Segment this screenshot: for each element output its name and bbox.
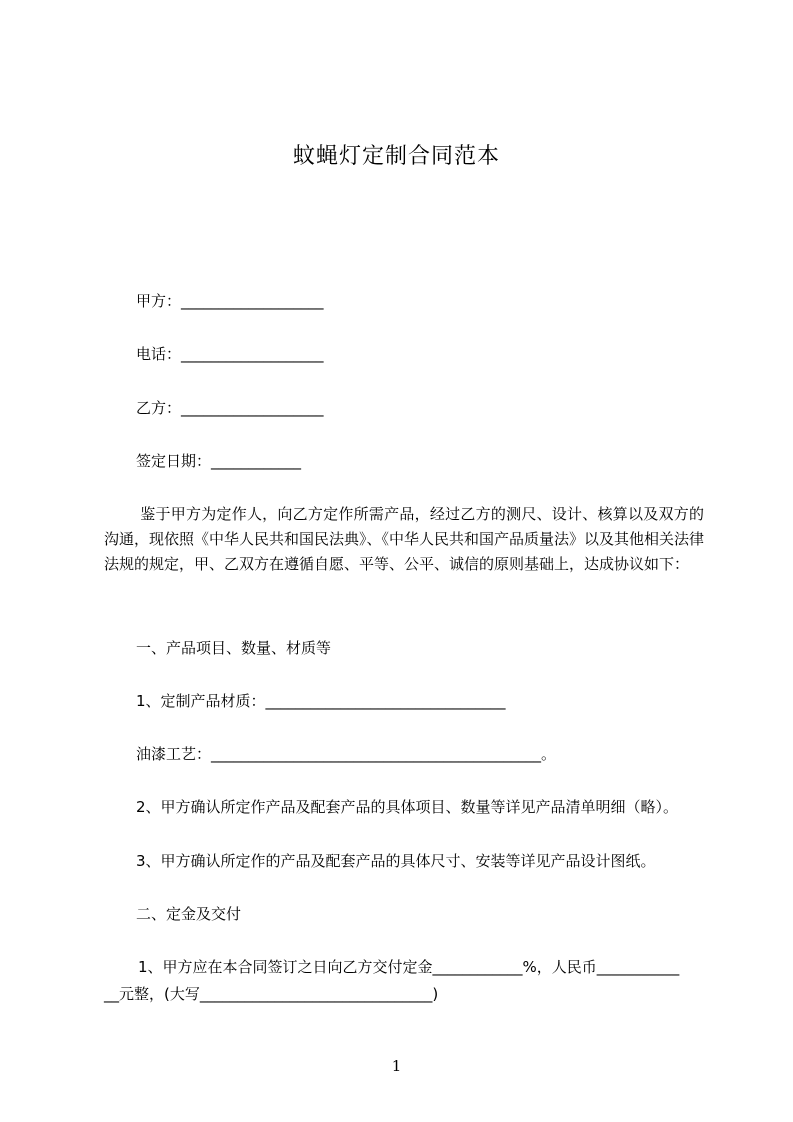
section-1-item-1-paint: 油漆工艺：____________________________________________。 <box>136 745 557 763</box>
section-1-heading: 一、产品项目、数量、材质等 <box>136 639 332 657</box>
section-2-item-1-line-1: 1、甲方应在本合同签订之日向乙方交付定金____________%，人民币___________ <box>138 958 680 976</box>
section-1-item-3: 3、甲方确认所定作的产品及配套产品的具体尺寸、安装等详见产品设计图纸。 <box>136 852 656 870</box>
intro-text: 鉴于甲方为定作人，向乙方定作所需产品，经过乙方的测尺、设计、核算以及双方的沟通，现依照《中华人民共和国民法典》、《中华人民共和国产品质量法》以及其他相关法律法规的规定，甲、乙双方在遵循自愿、平等、公平、诚信的原则基础上，达成协议如下： <box>104 505 705 573</box>
sign-date-field: 签定日期：____________ <box>136 452 302 470</box>
party-a-field: 甲方：___________________ <box>136 292 324 310</box>
document-title: 蚊蝇灯定制合同范本 <box>292 144 500 169</box>
section-1-item-2: 2、甲方确认所定作产品及配套产品的具体项目、数量等详见产品清单明细（略）。 <box>136 798 679 816</box>
section-1-item-1: 1、定制产品材质：________________________________ <box>136 692 506 710</box>
page-number: 1 <box>391 1057 402 1075</box>
section-2-item-1-line-2: __元整，(大写_______________________________) <box>104 985 439 1003</box>
intro-paragraph <box>104 502 704 577</box>
party-b-field: 乙方：___________________ <box>136 399 324 417</box>
phone-field: 电话：___________________ <box>136 345 324 363</box>
section-2-heading: 二、定金及交付 <box>136 905 242 923</box>
